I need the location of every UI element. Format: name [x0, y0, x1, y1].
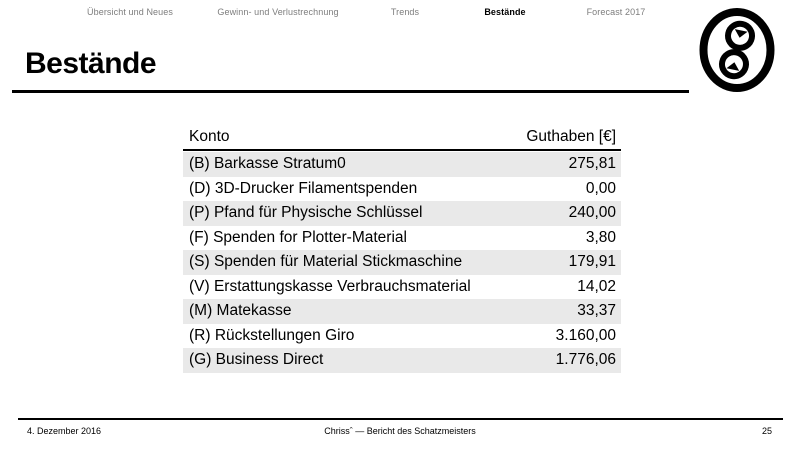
cell-konto: (R) Rückstellungen Giro: [189, 326, 355, 344]
table-header-rule: [183, 149, 621, 151]
footer-date: 4. Dezember 2016: [27, 426, 102, 436]
nav-item-gewinn-verlust[interactable]: Gewinn- und Verlustrechnung: [217, 7, 339, 17]
cell-guthaben: 3.160,00: [555, 326, 616, 344]
table-row: [183, 275, 621, 300]
table-row: [183, 348, 621, 373]
table-row: [183, 299, 621, 324]
nav-item-uebersicht[interactable]: Übersicht und Neues: [87, 7, 173, 17]
cell-guthaben: 14,02: [577, 277, 616, 295]
hourglass-logo-icon: [698, 8, 776, 97]
footer-page-number: 25: [761, 426, 772, 436]
cell-guthaben: 275,81: [568, 155, 616, 173]
cell-konto: (B) Barkasse Stratum0: [189, 155, 346, 173]
nav-item-trends[interactable]: Trends: [390, 7, 420, 17]
table-row: [183, 250, 621, 275]
nav-item-forecast-2017[interactable]: Forecast 2017: [586, 7, 646, 17]
page-title: Bestände: [25, 47, 157, 80]
cell-konto: (F) Spenden for Plotter-Material: [189, 228, 407, 246]
cell-guthaben: 33,37: [577, 302, 616, 320]
cell-konto: (V) Erstattungskasse Verbrauchsmaterial: [189, 277, 471, 295]
table-row: [183, 324, 621, 349]
footer-rule: [18, 418, 783, 420]
column-header-guthaben: Guthaben [€]: [526, 128, 616, 145]
cell-guthaben: 1.776,06: [555, 351, 616, 369]
cell-konto: (M) Matekasse: [189, 302, 292, 320]
table-row: [183, 201, 621, 226]
title-underline: [12, 90, 689, 93]
table-row: [183, 226, 621, 251]
cell-konto: (D) 3D-Drucker Filamentspenden: [189, 179, 418, 197]
cell-guthaben: 179,91: [568, 253, 616, 271]
table-header-row: [183, 120, 621, 149]
balance-table: [183, 120, 621, 373]
table-row: [183, 177, 621, 202]
table-row: [183, 152, 621, 177]
cell-konto: (S) Spenden für Material Stickmaschine: [189, 253, 463, 271]
cell-guthaben: 0,00: [585, 179, 616, 197]
cell-konto: (G) Business Direct: [189, 351, 324, 369]
table-body: [183, 152, 621, 373]
cell-guthaben: 240,00: [568, 204, 616, 222]
cell-konto: (P) Pfand für Physische Schlüssel: [189, 204, 423, 222]
column-header-konto: Konto: [189, 128, 230, 145]
footer-author-title: Chrissˆ — Bericht des Schatzmeisters: [324, 426, 476, 436]
nav-item-bestaende[interactable]: Bestände: [484, 7, 526, 17]
cell-guthaben: 3,80: [585, 228, 616, 246]
